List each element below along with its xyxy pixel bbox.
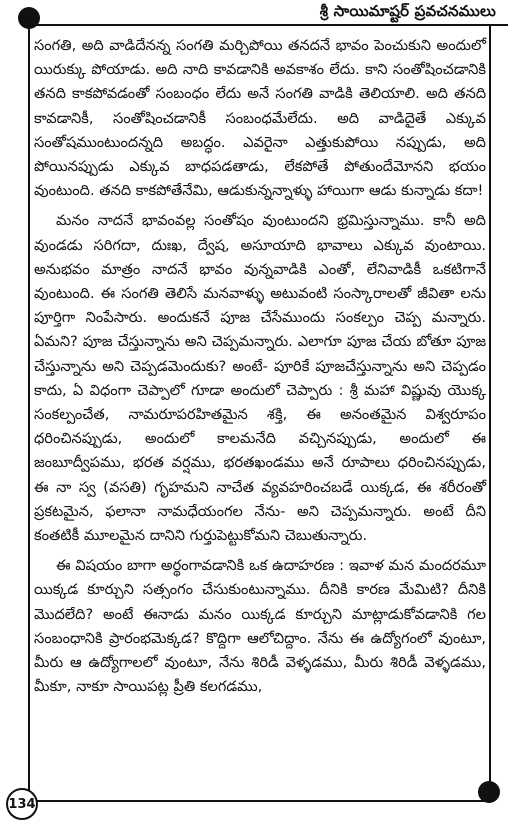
border-left: [28, 24, 30, 802]
border-top: [28, 24, 508, 26]
corner-dot-bottom-right: [478, 781, 500, 803]
paragraph-1: సంగతి, అది వాడిదేనన్న సంగతి మర్చిపోయి తనదనే భావం పెంచుకుని అందులో యిరుక్కు పోయాడు. అది నాది కావడానికి అవకాశం లేదు. కాని సంతోషించడానికి తనది కాకపోవడంతో సంబంధం లేదు అనే సంగతి వాడికి తెలియాలి. అది తనది కావడానికీ, సంతోషించడానికీ సంబంధమేలేదు. అది వాడిదైతే ఎక్కువ సంతోషముంటుందన్నది అబద్ధం. ఎవరైనా ఎత్తుకుపోయి నప్పుడు, అది పోయినప్పుడు ఎక్కువ బాధపడతాడు, లేకపోతే పోతుందేమోనని భయం వుంటుంది. తనది కాకపోతేనేమి, ఆడుకున్నన్నాళ్ళు హాయిగా ఆడు కున్నాడు కదా!: [34, 37, 486, 200]
paragraph-3: ఈ విషయం బాగా అర్థంగావడానికి ఒక ఉదాహరణ : ఇవాళ మన మందరమూ యిక్కడ కూర్చుని సత్సంగం చేసుకుంటున్నాము. దీనికి కారణ మేమిటి? దీనికి మొదలేది? అంటే ఈనాడు మనం యిక్కడ కూర్చుని మాట్లాడుకోవడానికి గల సంబంధానికి ప్రారంభమెక్కడ? కొద్దిగా ఆలోచిద్దాం. నేను ఈ ఉద్యోగంలో వుంటూ, మీరు ఆ ఉద్యోగాలలో వుంటూ, నేను శిరిడీ వెళ్ళడము, మీరు శిరిడీ వెళ్ళడము, మీకూ, నాకూ సాయిపట్ల ప్రీతి కలగడము,: [34, 557, 486, 696]
paragraph-2: మనం నాదనే భావంవల్ల సంతోషం వుంటుందని భ్రమిస్తున్నాము. కానీ అది వుండడు సరిగదా, దుఃఖ, ద్వేష, అసూయాది భావాలు ఎక్కువ వుంటాయి. అనుభవం మాత్రం నాదనే భావం వున్నవాడికి ఎంతో, లేనివాడికీ ఒకటిగానే వుంటుంది. ఈ సంగతి తెలిసే మనవాళ్ళు అటువంటి సంస్కారాలతో జీవితా లను పూర్తిగా నింపేసారు. అందుకనే పూజ చేసేముందు సంకల్పం చెప్ప మన్నారు. ఏమని? పూజ చేస్తున్నాను అని చెప్పమన్నారు. ఎలాగూ పూజ చేయ బోతూ పూజ చేస్తున్నాను అని చెప్పడమెందుకు? అంటే- పూరికే పూజచేస్తున్నాను అని చెప్పడం కాదు, ఏ విధంగా చెప్పాలో గూడా అందులో చెప్పారు : శ్రీ మహా విష్ణువు యొక్క సంకల్పంచేత, నామరూపరహితమైన శక్తి, ఈ అనంతమైన విశ్వరూపం ధరించినప్పుడు, అందులో కాలమనేది వచ్చినప్పుడు, అందులో ఈ జంబూద్వీపము, భరత వర్షము, భరతఖండము అనే రూపాలు ధరించినప్పుడు, ఈ నా స్వ (వసతి) గృహమని నాచేత వ్యవహరించబడే యిక్కడ, ఈ శరీరంతో ప్రకటమైన, ఫలానా నామధేయంగల నేను- అని చెప్పమన్నారు. అంటే దీని కంతటికీ మూలమైన దానిని గుర్తుపెట్టుకోమని చెబుతున్నారు.: [34, 212, 486, 545]
corner-dot-top-left: [18, 7, 40, 29]
body-text: [34, 34, 486, 699]
running-header-title: శ్రీ సాయిమాష్టర్ ప్రవచనములు: [314, 2, 502, 24]
border-right: [489, 24, 491, 800]
border-bottom: [28, 800, 490, 802]
page-number: 134: [6, 788, 38, 820]
